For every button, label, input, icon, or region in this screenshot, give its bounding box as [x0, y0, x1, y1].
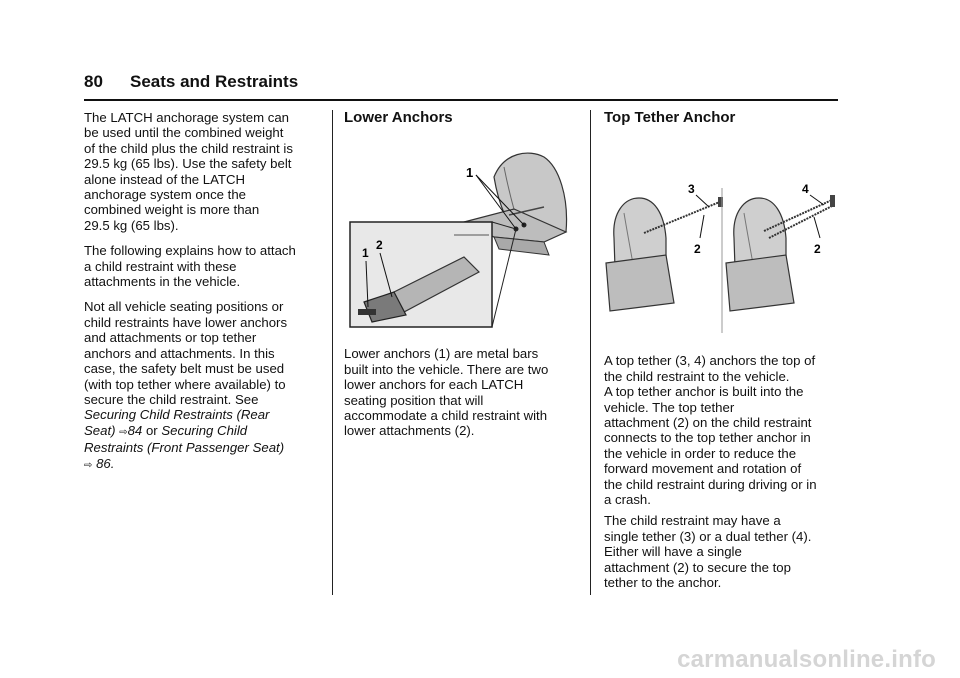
column-divider-1 [332, 110, 333, 595]
explains-paragraph: The following explains how to attach a child restraint with these attachments in the vehicle. [84, 243, 296, 290]
page-reference-icon: ⇨ [84, 459, 93, 471]
ref-front-seat-link[interactable]: Securing Child [161, 422, 248, 438]
lower-anchors-heading: Lower Anchors [344, 109, 453, 126]
header-rule [84, 99, 838, 101]
ref-rear-seat-link[interactable]: Securing Child Restraints (Rear [84, 407, 270, 423]
page-number: 80 [84, 72, 103, 91]
lower-anchors-illustration [344, 137, 584, 332]
column-divider-2 [590, 110, 591, 595]
top-tether-heading: Top Tether Anchor [604, 109, 736, 126]
column-2 [344, 110, 584, 449]
page-header [84, 72, 298, 92]
not-all-paragraph: Not all vehicle seating positions or child restraints have lower anchors and attachments or top tether anchors and attachments. In this case, the safety belt must be used (with top tether where available) to secure the child restraint. See Securing Child Restraints (Rear Seat) ⇨84 or Securing Child Restraints (Front Passenger Seat) ⇨ 86. [84, 299, 288, 471]
callout-1-seat: 1 [466, 165, 474, 181]
callout-2-inset: 2 [376, 238, 383, 253]
top-tether-paragraph-2: The child restraint may have a single tether (3) or a dual tether (4). Either will have a single attachment (2) to secure the top tether to the anchor. [604, 513, 812, 591]
callout-2-left: 2 [694, 242, 701, 257]
column-1 [84, 110, 324, 483]
callout-1-inset: 1 [362, 246, 369, 261]
top-tether-illustration [604, 143, 844, 343]
latch-paragraph: The LATCH anchorage system can be used until the combined weight of the child plus the child restraint is 29.5 kg (65 lbs). Use the safety belt alone instead of the LATCH anchorage system once the combined weight is more than 29.5 kg (65 lbs). [84, 110, 293, 233]
callout-3: 3 [688, 182, 695, 197]
page-reference-icon: ⇨ [119, 426, 128, 438]
watermark: carmanualsonline.info [677, 646, 936, 673]
column-3 [604, 110, 844, 601]
page-ref-84[interactable]: 84 [127, 422, 143, 438]
page-ref-86[interactable]: 86. [96, 455, 115, 471]
section-title: Seats and Restraints [130, 72, 299, 91]
lower-anchors-paragraph: Lower anchors (1) are metal bars built into the vehicle. There are two lower anchors for each LATCH seating position that will accommodate a child restraint with lower attachments (2). [344, 346, 549, 439]
top-tether-paragraph-1: A top tether (3, 4) anchors the top of the child restraint to the vehicle. A top tether anchor is built into the vehicle. The top tether attachment (2) on the child restraint connects to the top tether anchor in the vehicle in order to reduce the forward movement and rotation of the child restraint during driving or in a crash. [604, 353, 817, 508]
callout-2-right: 2 [814, 242, 821, 257]
callout-4: 4 [802, 182, 809, 197]
